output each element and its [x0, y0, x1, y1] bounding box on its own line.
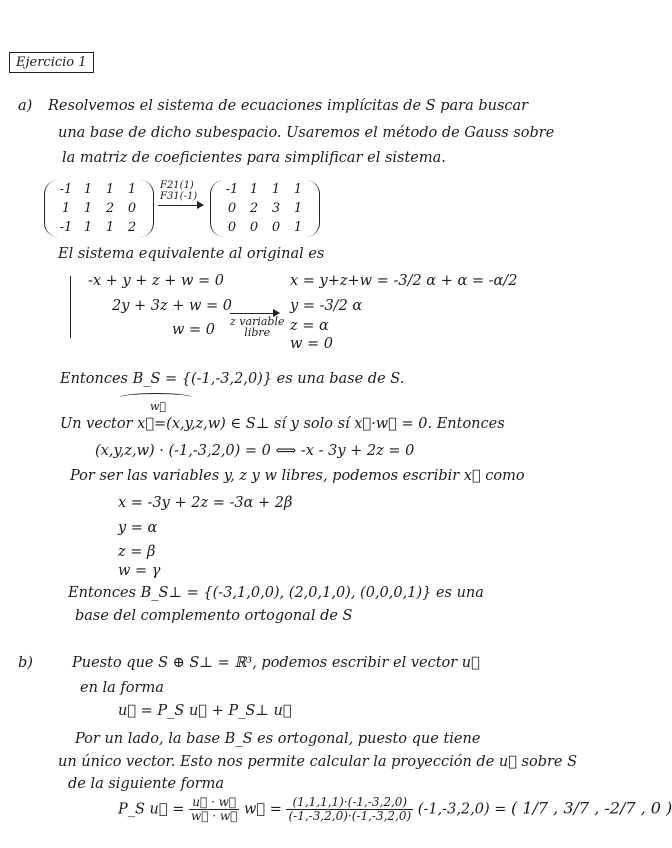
perp-condition: Un vector x⃗=(x,y,z,w) ∈ S⊥ sí y solo sí x⃗·w⃗ = 0. Entonces: [60, 416, 505, 432]
param-eq: w = γ: [118, 563, 161, 579]
free-text: Por ser las variables y, z y w libres, podemos escribir x⃗ como: [70, 468, 525, 484]
equiv-text: El sistema equivalente al original es: [58, 246, 325, 262]
row-op: F21(1): [160, 180, 194, 191]
coefficient-matrix: [44, 180, 154, 237]
fraction: [189, 796, 239, 823]
matrix-cell: 1: [293, 220, 303, 235]
w-vector: w⃗ =: [243, 801, 282, 818]
matrix-cell: 0: [249, 220, 259, 235]
matrix-cell: -1: [59, 182, 73, 197]
matrix-cell: 1: [83, 201, 93, 216]
matrix-cell: 2: [127, 220, 137, 235]
formula-lhs: P_S u⃗ =: [118, 801, 185, 818]
solution-eq: x = y+z+w = -3/2 α + α = -α/2: [290, 273, 518, 289]
vector: (-1,-3,2,0) =: [417, 801, 507, 818]
numerator: (1,1,1,1)·(-1,-3,2,0): [286, 796, 413, 810]
system-brace: [70, 276, 81, 338]
matrix-cell: 1: [271, 182, 281, 197]
matrix-cell: 0: [227, 220, 237, 235]
projection-formula: [118, 796, 672, 823]
free-variable-note: [230, 316, 284, 338]
matrix-cell: 1: [61, 201, 71, 216]
intro-line: Resolvemos el sistema de ecuaciones implícitas de S para buscar: [48, 98, 529, 114]
row-op: F31(-1): [160, 191, 198, 202]
part-a-label: a): [18, 98, 33, 114]
matrix-cell: 0: [271, 220, 281, 235]
exercise-title: Ejercicio 1: [9, 52, 94, 73]
matrix-cell: 1: [293, 182, 303, 197]
matrix-cell: 1: [105, 182, 115, 197]
param-eq: y = α: [118, 520, 158, 536]
part-b-label: b): [18, 655, 33, 671]
matrix-cell: 2: [249, 201, 259, 216]
matrix-cell: 1: [83, 182, 93, 197]
matrix-cell: 0: [127, 201, 137, 216]
numerator: u⃗ · w⃗: [189, 796, 239, 810]
system-eq: w = 0: [172, 322, 216, 338]
note-line: libre: [244, 326, 271, 339]
matrix-cell: 3: [271, 201, 281, 216]
param-eq: z = β: [118, 544, 156, 560]
intro-line: la matriz de coeficientes para simplificar el sistema.: [62, 150, 446, 166]
matrix-cell: 1: [83, 220, 93, 235]
part-b-line: u⃗ = P_S u⃗ + P_S⊥ u⃗: [118, 703, 292, 719]
part-b-line: en la forma: [80, 680, 164, 696]
matrix-cell: 1: [105, 220, 115, 235]
note-line: z variable: [230, 315, 285, 328]
matrix-cell: 1: [127, 182, 137, 197]
solution-eq: w = 0: [290, 336, 334, 352]
intro-line: una base de dicho subespacio. Usaremos el método de Gauss sobre: [58, 125, 555, 141]
part-b-line: un único vector. Esto nos permite calcular la proyección de u⃗ sobre S: [58, 754, 578, 770]
system-eq: 2y + 3z + w = 0: [112, 298, 233, 314]
denominator: (-1,-3,2,0)·(-1,-3,2,0): [288, 809, 412, 823]
arrow-icon: [230, 313, 278, 314]
part-b-line: Por un lado, la base B_S es ortogonal, puesto que tiene: [75, 731, 481, 747]
matrix-cell: 1: [293, 201, 303, 216]
matrix-cell: 0: [227, 201, 237, 216]
system-eq: -x + y + z + w = 0: [88, 273, 225, 289]
arrow-icon: [158, 205, 202, 206]
matrix-cell: 2: [105, 201, 115, 216]
basis-perp: Entonces B_S⊥ = {(-3,1,0,0), (2,0,1,0), (0,0,0,1)} es una: [68, 585, 484, 601]
solution-eq: y = -3/2 α: [290, 298, 363, 314]
matrix-cell: -1: [225, 182, 239, 197]
part-b-line: de la siguiente forma: [68, 776, 225, 792]
w-label: w⃗: [150, 400, 167, 413]
denominator: w⃗ · w⃗: [190, 809, 238, 823]
dot-equation: (x,y,z,w) · (-1,-3,2,0) = 0 ⟺ -x - 3y + 2z = 0: [95, 443, 415, 459]
basis-s: Entonces B_S = {(-1,-3,2,0)} es una base de S.: [60, 371, 405, 387]
param-eq: x = -3y + 2z = -3α + 2β: [118, 495, 293, 511]
matrix-cell: 1: [249, 182, 259, 197]
part-b-line: Puesto que S ⊕ S⊥ = ℝ³, podemos escribir el vector u⃗: [72, 655, 480, 671]
reduced-matrix: [210, 180, 320, 237]
row-operations: [160, 180, 197, 202]
matrix-cell: -1: [59, 220, 73, 235]
result: ( 1/7 , 3/7 , -2/7 , 0 ): [511, 798, 672, 818]
fraction: [286, 796, 413, 823]
solution-eq: z = α: [290, 318, 329, 334]
basis-perp: base del complemento ortogonal de S: [75, 608, 353, 624]
